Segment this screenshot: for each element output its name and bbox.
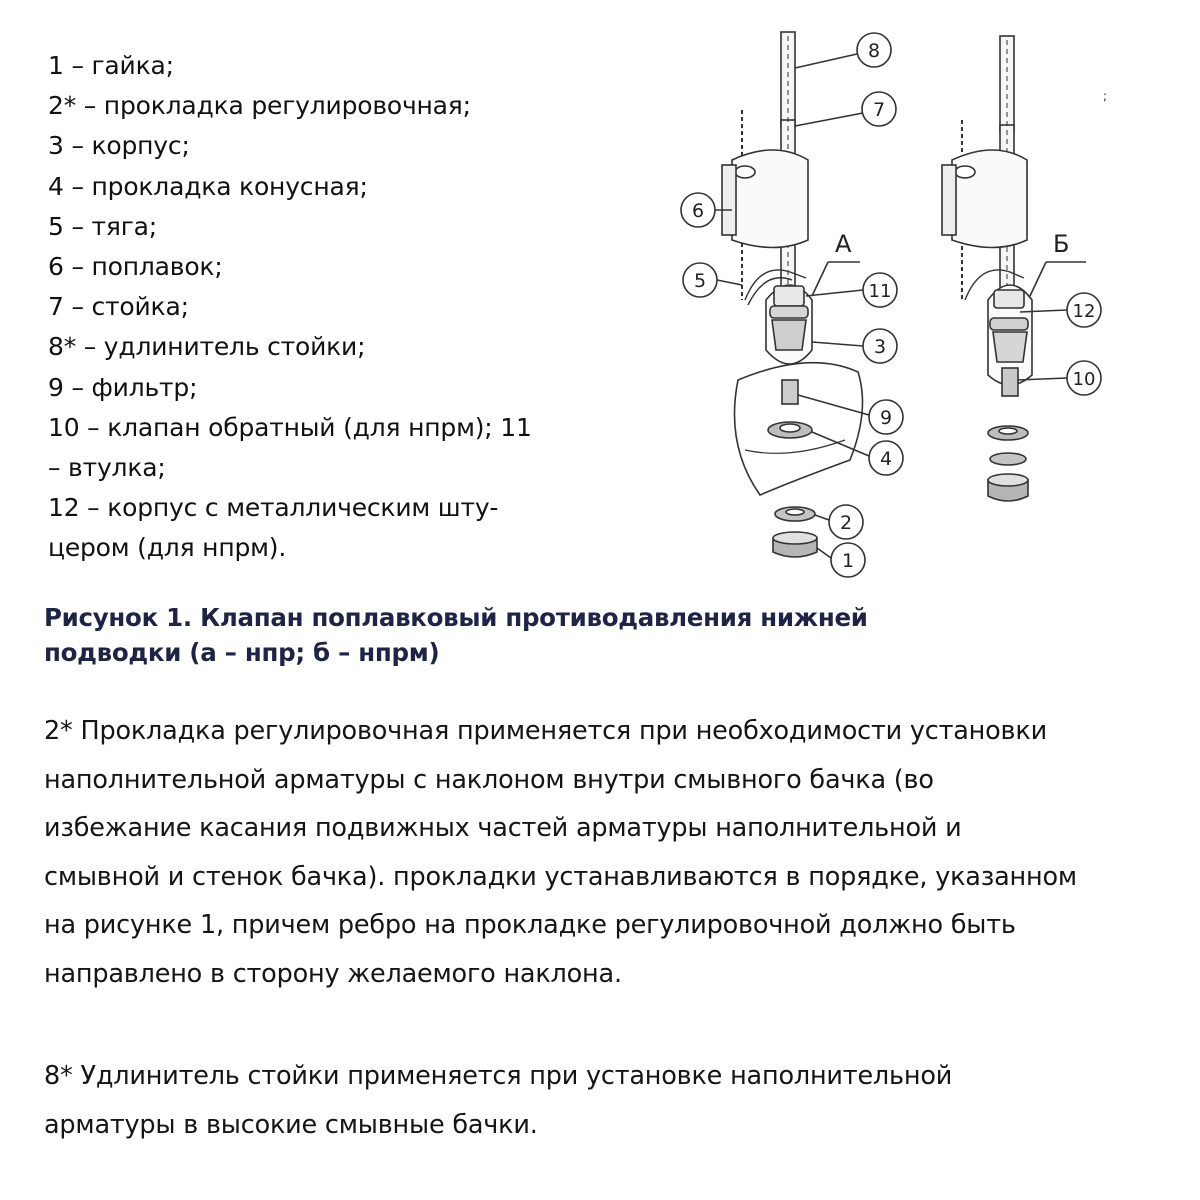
legend-item: – втулка; (48, 453, 166, 483)
valve-assembly-a (722, 32, 863, 557)
caption-line: Рисунок 1. Клапан поплавковый противодавления нижней (44, 603, 868, 632)
variant-b-label: Б (1053, 230, 1070, 258)
parts-legend (48, 46, 578, 569)
svg-text:12: 12 (1072, 301, 1096, 322)
variant-a-label: А (835, 230, 852, 258)
paragraph-line: наполнительной арматуры с наклоном внутри смывного бачка (во (44, 764, 934, 795)
paragraph-line: избежание касания подвижных частей арматуры наполнительной и (44, 813, 962, 843)
paragraph-line: 8* Удлинитель стойки применяется при установке наполнительной (44, 1061, 953, 1091)
svg-text:11: 11 (868, 281, 892, 302)
caption-line: подводки (а – нпр; б – нпрм) (44, 638, 440, 667)
callout-9 (798, 395, 903, 434)
svg-text:5: 5 (693, 270, 707, 292)
callout-3 (812, 329, 897, 363)
filter (782, 380, 798, 404)
legend-item: 1 – гайка; (48, 51, 174, 80)
svg-text:6: 6 (691, 200, 705, 222)
note-adjusting-gasket (44, 707, 1174, 998)
svg-text:4: 4 (879, 448, 893, 470)
legend-item: 6 – поплавок; (48, 252, 223, 282)
float (732, 150, 808, 248)
note-stand-extension (44, 1052, 1174, 1149)
svg-text:10: 10 (1072, 369, 1096, 390)
callout-7 (795, 92, 896, 126)
callout-5 (683, 263, 742, 297)
paragraph-line: арматуры в высокие смывные бачки. (44, 1109, 538, 1140)
legend-item: цером (для нпрм). (48, 533, 287, 563)
valve-diagram (660, 22, 1120, 582)
check-valve (1002, 368, 1018, 396)
svg-text:1: 1 (841, 550, 855, 572)
svg-text:2: 2 (839, 512, 853, 534)
paragraph-line: смывной и стенок бачка). прокладки устанавливаются в порядке, указанном (44, 861, 1077, 892)
legend-item: 3 – корпус; (48, 131, 190, 161)
figure-caption (44, 600, 1164, 670)
svg-text:7: 7 (872, 99, 886, 121)
svg-text:9: 9 (879, 407, 893, 429)
svg-text:3: 3 (873, 336, 887, 358)
callout-8 (795, 33, 891, 68)
callout-2 (815, 505, 863, 539)
callout-1 (817, 543, 865, 577)
bushing (774, 286, 804, 306)
legend-item: 9 – фильтр; (48, 372, 198, 402)
svg-text:;: ; (1103, 89, 1108, 103)
legend-item: 7 – стойка; (48, 292, 189, 322)
legend-item: 10 – клапан обратный (для нпрм); 11 (48, 412, 532, 442)
paragraph-line: 2* Прокладка регулировочная применяется при необходимости установки (44, 716, 1047, 746)
paragraph-line: направлено в сторону желаемого наклона. (44, 958, 622, 989)
legend-item: 2* – прокладка регулировочная; (48, 91, 471, 121)
svg-text:8: 8 (867, 40, 881, 62)
legend-item: 4 – прокладка конусная; (48, 171, 368, 201)
valve-assembly-b (942, 36, 1107, 501)
legend-item: 8* – удлинитель стойки; (48, 332, 366, 362)
legend-item: 5 – тяга; (48, 211, 157, 241)
legend-item: 12 – корпус с металлическим шту- (48, 493, 499, 523)
paragraph-line: на рисунке 1, причем ребро на прокладке регулировочной должно быть (44, 910, 1016, 940)
